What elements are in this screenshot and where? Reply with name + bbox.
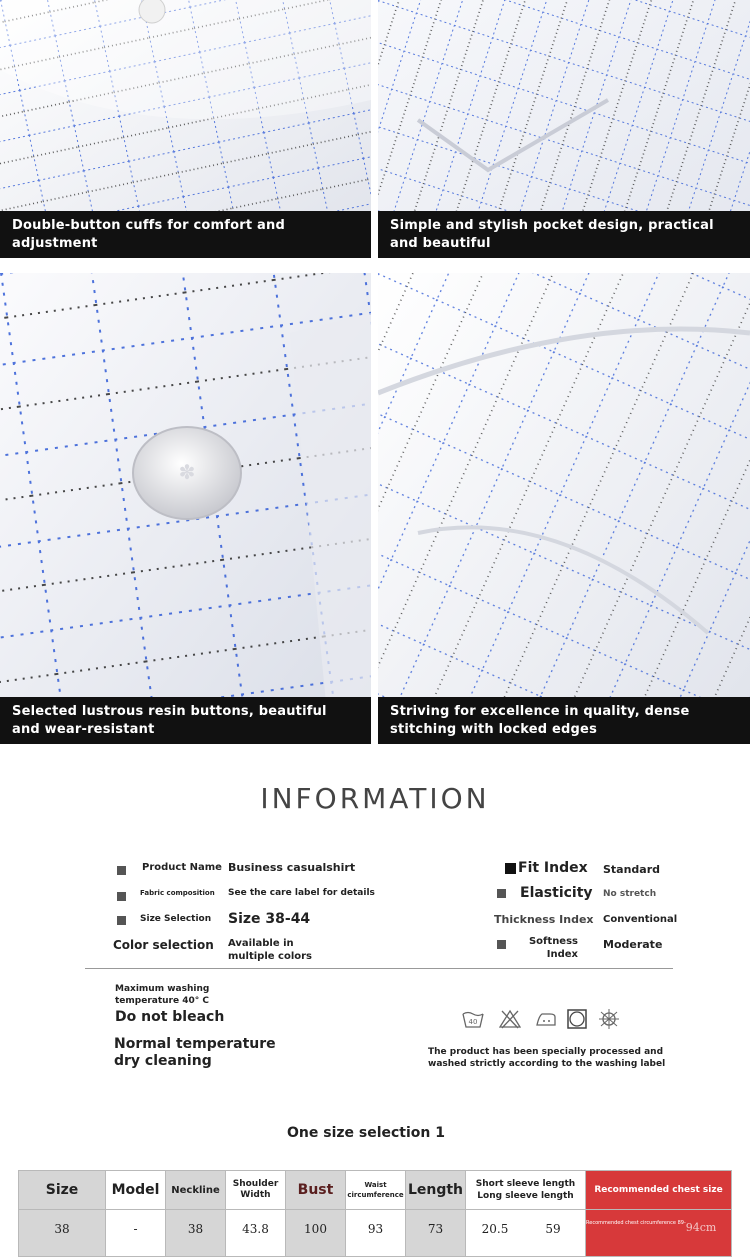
header-neckline: Neckline xyxy=(166,1171,226,1210)
bullet-icon xyxy=(117,892,126,901)
header-model: Model xyxy=(106,1171,166,1210)
wash-40-icon xyxy=(462,1009,484,1029)
svg-text:✽: ✽ xyxy=(178,460,196,484)
feature-photo-cuffs xyxy=(0,0,371,258)
cell-short-sleeve: 20.5 xyxy=(481,1222,509,1236)
feature-caption xyxy=(378,697,750,744)
thickness-index-label: Thickness Index xyxy=(494,913,594,926)
caption-text: Simple and stylish pocket design, practical and beautiful xyxy=(390,217,714,251)
softness-index-label: Softness Index xyxy=(528,936,578,960)
fabric-composition-label: Fabric composition xyxy=(140,889,215,897)
caption-text: Double-button cuffs for comfort and adjustment xyxy=(12,217,285,251)
resin-button-photo xyxy=(0,273,371,744)
no-bleach-icon xyxy=(499,1009,521,1029)
dry-cleaning-text: Normal temperature dry cleaning xyxy=(114,1036,276,1069)
size-table-header-row xyxy=(19,1171,732,1210)
no-bleach-text: Do not bleach xyxy=(115,1009,225,1025)
cell-long-sleeve: 59 xyxy=(545,1222,561,1236)
cell-bust: 100 xyxy=(286,1210,346,1257)
fit-index-value: Standard xyxy=(603,863,661,876)
fit-index-label: Fit Index xyxy=(518,860,588,876)
cell-neckline: 38 xyxy=(166,1210,226,1257)
cell-recommended-chest xyxy=(586,1210,732,1257)
divider xyxy=(85,968,673,969)
bullet-icon xyxy=(497,889,506,898)
fabric-composition-value: See the care label for details xyxy=(228,888,375,898)
bullet-icon xyxy=(117,916,126,925)
bullet-icon xyxy=(117,866,126,875)
size-table-row xyxy=(19,1210,732,1257)
feature-photo-pocket xyxy=(378,0,750,258)
elasticity-value: No stretch xyxy=(603,889,657,899)
cell-size: 38 xyxy=(19,1210,106,1257)
caption-text: Selected lustrous resin buttons, beautiful and wear-resistant xyxy=(12,703,327,737)
elasticity-label: Elasticity xyxy=(520,885,593,901)
header-length: Length xyxy=(406,1171,466,1210)
stitching-photo xyxy=(378,273,750,744)
header-sleeve-length: Short sleeve length Long sleeve length xyxy=(466,1171,586,1210)
washing-note: The product has been specially processed and washed strictly according to the washing label xyxy=(428,1047,666,1069)
size-section-title: One size selection 1 xyxy=(287,1125,445,1141)
cell-length: 73 xyxy=(406,1210,466,1257)
feature-caption xyxy=(378,211,750,258)
header-bust: Bust xyxy=(286,1171,346,1210)
feature-caption xyxy=(0,697,371,744)
feature-photo-stitching xyxy=(378,273,750,744)
size-selection-label: Size Selection xyxy=(140,914,212,924)
dry-clean-icon xyxy=(598,1009,620,1029)
color-selection-value: Available in multiple colors xyxy=(228,938,313,962)
caption-text: Striving for excellence in quality, dense stitching with locked edges xyxy=(390,703,690,737)
chest-value: 94cm xyxy=(685,1221,717,1234)
size-table xyxy=(18,1170,732,1257)
color-selection-label: Color selection xyxy=(113,938,214,952)
iron-icon xyxy=(535,1009,557,1029)
bullet-icon xyxy=(505,863,516,874)
product-name-value: Business casualshirt xyxy=(228,861,356,874)
washing-temperature-text: Maximum washing temperature 40° C xyxy=(115,984,210,1006)
information-heading: INFORMATION xyxy=(260,782,490,815)
size-selection-value: Size 38-44 xyxy=(228,911,311,927)
product-name-label: Product Name xyxy=(142,862,222,873)
cell-waist: 93 xyxy=(346,1210,406,1257)
header-waist: Waist circumference xyxy=(346,1171,406,1210)
feature-caption xyxy=(0,211,371,258)
cell-shoulder-width: 43.8 xyxy=(226,1210,286,1257)
bullet-icon xyxy=(497,940,506,949)
header-shoulder-width: Shoulder Width xyxy=(226,1171,286,1210)
chest-note: Recommended chest circumference 89- xyxy=(586,1220,686,1226)
wash-temp-label: 40 xyxy=(468,1018,478,1026)
header-recommended-chest: Recommended chest size xyxy=(586,1171,732,1210)
tumble-dry-icon xyxy=(566,1009,588,1029)
cell-model: - xyxy=(106,1210,166,1257)
header-size: Size xyxy=(19,1171,106,1210)
feature-photo-button xyxy=(0,273,371,744)
cell-sleeve-length xyxy=(466,1210,586,1257)
softness-index-value: Moderate xyxy=(603,938,663,951)
thickness-index-value: Conventional xyxy=(603,914,678,925)
